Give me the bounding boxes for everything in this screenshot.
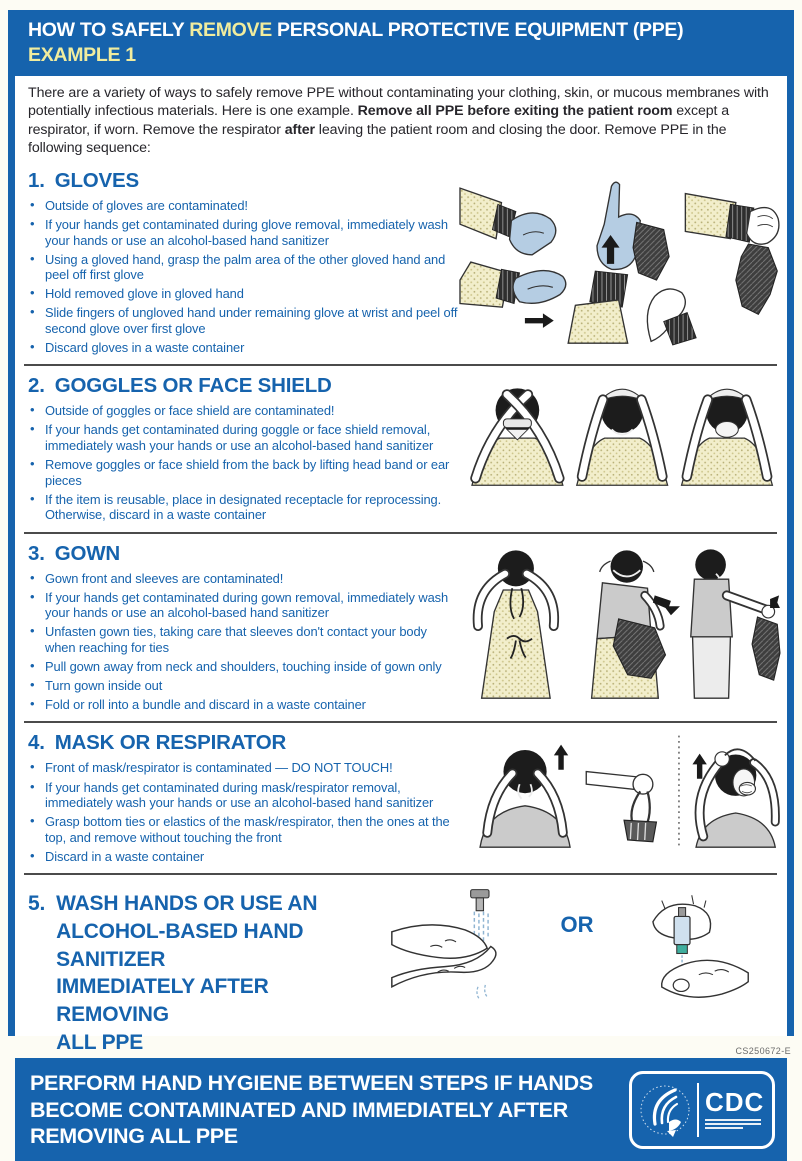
section-divider: [24, 364, 777, 366]
bullet-item: • Hold removed glove in gloved hand: [28, 286, 458, 302]
intro-seg2-bold: Remove all PPE before exiting the patient room: [357, 103, 673, 120]
title-line: ALCOHOL-BASED HAND SANITIZER: [56, 919, 304, 971]
sanitizer-bottle-icon: [674, 917, 690, 945]
bullet-item: • Unfasten gown ties, taking care that sleeves don't contact your body when reaching for ties: [28, 624, 458, 655]
section-gloves-title: [28, 169, 458, 193]
up-arrow-icon: [553, 745, 567, 770]
section-hand-hygiene: [15, 878, 787, 1058]
or-label: OR: [560, 912, 594, 938]
section-hand-hygiene-title: [28, 884, 358, 1056]
bullet-item: • If your hands get contaminated during gown removal, immediately wash your hands or use an alcohol-based hand sanitizer: [28, 590, 458, 621]
section-mask: [15, 726, 787, 870]
gown-removal-illustration: [460, 543, 780, 701]
document-code: CS250672-E: [735, 1046, 791, 1056]
section-goggles-bullets: [28, 403, 458, 523]
bullet-item: • Remove goggles or face shield from the back by lifting head band or ear pieces: [28, 457, 458, 488]
cdc-logo: [705, 1086, 765, 1131]
section-goggles-title: [28, 374, 458, 398]
section-divider: [24, 721, 777, 723]
section-title-lines: [56, 890, 358, 1056]
title-line: IMMEDIATELY AFTER REMOVING: [56, 975, 269, 1026]
bullet-item: • Fold or roll into a bundle and discard in a waste container: [28, 697, 458, 713]
section-gown-title: [28, 542, 458, 566]
poster-footer: [15, 1058, 787, 1161]
section-number: 4.: [28, 731, 45, 755]
section-number: 2.: [28, 374, 45, 398]
gown-illustration: [458, 539, 781, 717]
cdc-tagline-bars: [705, 1119, 764, 1131]
footer-message: [30, 1070, 621, 1149]
right-arrow-icon: [524, 313, 553, 327]
bullet-item: • If your hands get contaminated during mask/respirator removal, immediately wash your hands or use an alcohol-based hand sanitizer: [28, 780, 458, 811]
poster-subtitle: EXAMPLE 1: [28, 44, 136, 66]
title-line: WASH HANDS OR USE AN: [56, 892, 318, 916]
bullet-item: • If your hands get contaminated during goggle or face shield removal, immediately wash your hands or use an alcohol-based hand sanitizer: [28, 422, 458, 453]
section-gown: [15, 537, 787, 719]
cdc-logo-text: CDC: [705, 1086, 765, 1117]
intro-seg4-bold: after: [284, 121, 315, 138]
section-goggles-text: [28, 371, 458, 526]
logo-divider: [697, 1083, 699, 1137]
goggles-removal-illustration: [465, 375, 775, 489]
up-arrow-icon: [692, 754, 706, 779]
hand-sanitizer-illustration: [600, 884, 750, 1008]
intro-seg3: except a respirator, if worn. Remove the respirator: [28, 103, 730, 138]
section-title-label: GOWN: [54, 541, 120, 565]
bullet-item: • Front of mask/respirator is contaminated — DO NOT TOUCH!: [28, 760, 458, 776]
bullet-item: • Outside of gloves are contaminated!: [28, 198, 458, 214]
title-line: ALL PPE: [56, 1030, 144, 1054]
glove-removal-illustration: [460, 170, 780, 346]
section-goggles: [15, 369, 787, 528]
section-gown-bullets: [28, 571, 458, 713]
section-number: 3.: [28, 541, 45, 565]
title-highlight-remove: REMOVE: [189, 19, 272, 41]
faucet-icon: [470, 890, 488, 898]
footer-line: PERFORM HAND HYGIENE BETWEEN STEPS IF HANDS: [30, 1071, 593, 1096]
section-title-label: MASK OR RESPIRATOR: [54, 731, 287, 755]
footer-line: REMOVING ALL PPE: [30, 1123, 238, 1148]
bullet-item: • If your hands get contaminated during glove removal, immediately wash your hands or use an alcohol-based hand sanitizer: [28, 217, 458, 248]
bullet-item: • Using a gloved hand, grasp the palm area of the other gloved hand and peel off first glove: [28, 252, 458, 283]
section-number: 1.: [28, 168, 45, 192]
bullet-item: • Gown front and sleeves are contaminated!: [28, 571, 458, 587]
bullet-item: • Grasp bottom ties or elastics of the mask/respirator, then the ones at the top, and remove without touching the front: [28, 814, 458, 845]
goggles-icon: [503, 419, 531, 428]
intro-seg1: There are a variety of ways to safely remove PPE without contaminating your clothing, skin, or mucous membranes with potentially infectious materials. Here is one example.: [28, 85, 769, 120]
section-divider: [24, 873, 777, 875]
hhs-cdc-logo: [629, 1071, 775, 1149]
poster-title: [28, 19, 774, 42]
poster-header: [15, 10, 787, 76]
bullet-item: • Turn gown inside out: [28, 678, 458, 694]
section-gown-text: [28, 539, 458, 717]
intro-seg5: leaving the patient room and closing the door. Remove PPE in the following sequence:: [28, 121, 727, 157]
section-mask-text: [28, 728, 458, 868]
section-title-label: GOGGLES OR FACE SHIELD: [54, 374, 332, 398]
mask-illustration: [458, 728, 781, 868]
title-pre: HOW TO SAFELY: [28, 19, 190, 41]
section-gloves-bullets: [28, 198, 458, 356]
bullet-item: • Pull gown away from neck and shoulders, touching inside of gown only: [28, 659, 458, 675]
footer-line: BECOME CONTAMINATED AND IMMEDIATELY AFTER: [30, 1097, 568, 1122]
section-number: 5.: [28, 892, 46, 916]
section-title-label: GLOVES: [54, 168, 139, 192]
title-post: PERSONAL PROTECTIVE EQUIPMENT (PPE): [271, 19, 684, 41]
bullet-item: • Discard in a waste container: [28, 849, 458, 865]
hhs-eagle-icon: [639, 1078, 691, 1142]
intro-paragraph: [15, 76, 787, 164]
hand-hygiene-illustration: [358, 884, 781, 1056]
section-mask-bullets: [28, 760, 458, 864]
goggles-illustration: [458, 371, 781, 526]
section-gloves: [15, 164, 787, 361]
section-divider: [24, 532, 777, 534]
bullet-item: • Outside of goggles or face shield are contaminated!: [28, 403, 458, 419]
gloves-illustration: [458, 166, 781, 359]
mask-removal-illustration: [460, 732, 780, 849]
arrow-icon: [770, 595, 780, 608]
section-gloves-text: [28, 166, 458, 359]
section-mask-title: [28, 731, 458, 755]
bullet-item: • Slide fingers of ungloved hand under remaining glove at wrist and peel off second glove over first glove: [28, 305, 458, 336]
hand-washing-illustration: [390, 884, 555, 1008]
bullet-item: • If the item is reusable, place in designated receptacle for reprocessing. Otherwise, discard in a waste container: [28, 492, 458, 523]
bullet-item: • Discard gloves in a waste container: [28, 340, 458, 356]
